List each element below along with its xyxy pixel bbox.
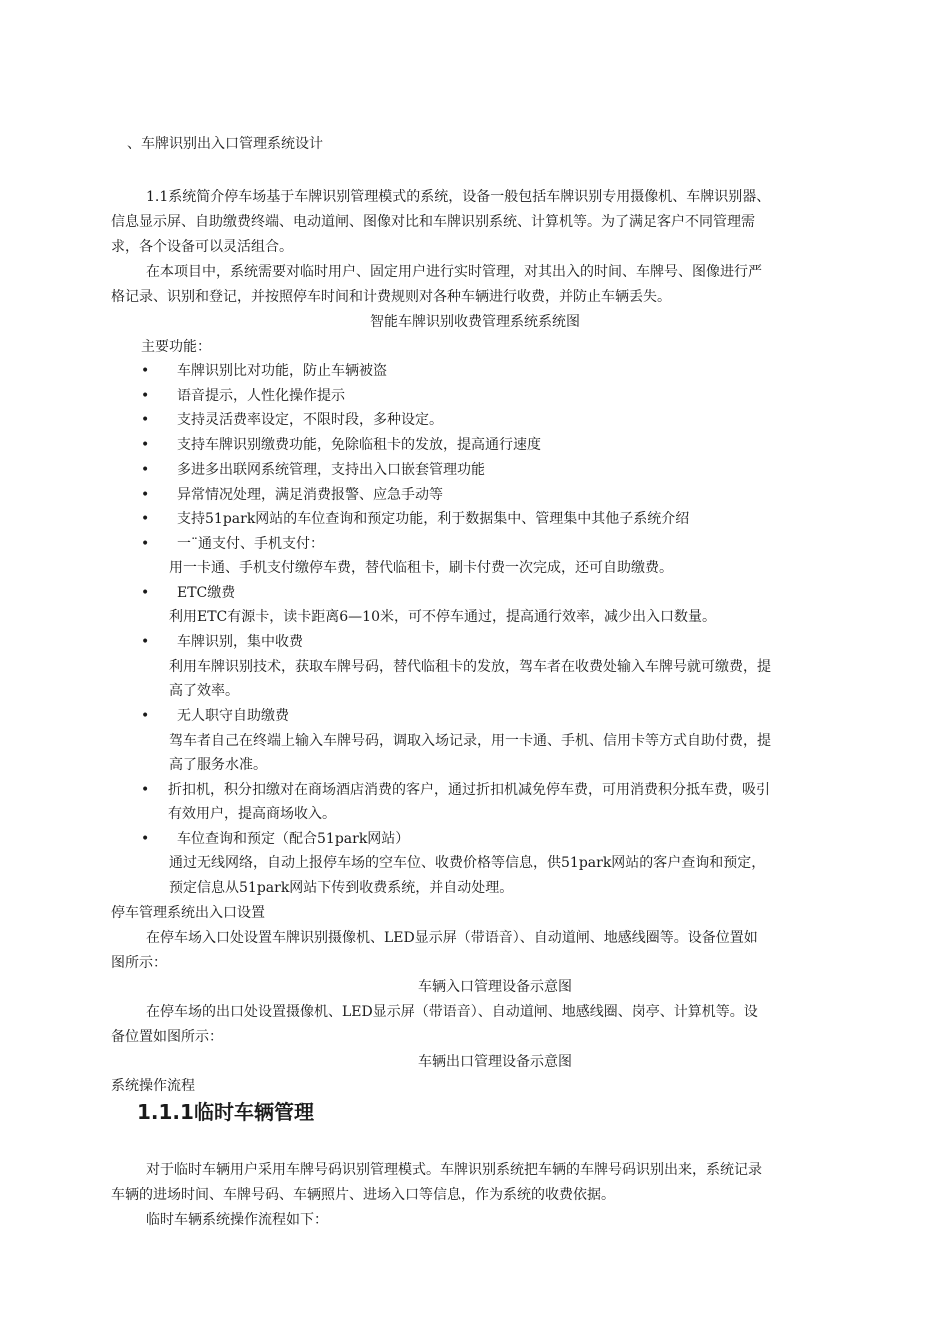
list-item-description: 预定信息从51park网站下传到收费系统，并自动处理。 xyxy=(169,880,514,896)
temp-flow-intro: 临时车辆系统操作流程如下： xyxy=(146,1212,328,1228)
list-item xyxy=(141,460,485,480)
temp-paragraph-line-2: 车辆的进场时间、车牌号码、车辆照片、进场入口等信息，作为系统的收费依据。 xyxy=(111,1187,615,1203)
list-item xyxy=(141,386,345,406)
list-item xyxy=(141,706,289,726)
list-item xyxy=(141,829,410,849)
list-item xyxy=(141,435,541,455)
list-item-description: 利用ETC有源卡，读卡距离6—10米，可不停车通过，提高通行效率，减少出入口数量。 xyxy=(169,609,716,625)
list-item-text: 车位查询和预定（配合51park网站） xyxy=(177,831,410,847)
exit-paragraph-line-1: 在停车场的出口处设置摄像机、LED显示屏（带语音）、自动道闸、地感线圈、岗亭、计算机等。设 xyxy=(146,1004,758,1020)
list-item xyxy=(141,632,303,652)
operation-flow-heading: 系统操作流程 xyxy=(111,1078,195,1094)
list-item-description: 高了服务水准。 xyxy=(169,757,267,773)
list-item xyxy=(141,509,690,529)
list-item-text: 支持车牌识别缴费功能，免除临租卡的发放，提高通行速度 xyxy=(177,437,541,453)
bullet-icon: • xyxy=(141,831,150,847)
bullet-icon: • xyxy=(141,782,150,798)
bullet-icon: • xyxy=(141,462,150,478)
intro-paragraph-2-line-2: 格记录、识别和登记，并按照停车时间和计费规则对各种车辆进行收费，并防止车辆丢失。 xyxy=(111,289,671,305)
list-item-text: 语音提示，人性化操作提示 xyxy=(177,388,345,404)
intro-paragraph-2-line-1: 在本项目中，系统需要对临时用户、固定用户进行实时管理，对其出入的时间、车牌号、图像进行严 xyxy=(146,264,762,280)
list-item xyxy=(141,534,324,554)
exit-paragraph-line-2: 备位置如图所示： xyxy=(111,1029,223,1045)
list-item-text: 多进多出联网系统管理，支持出入口嵌套管理功能 xyxy=(177,462,485,478)
bullet-icon: • xyxy=(141,511,150,527)
list-item-description: 通过无线网络，自动上报停车场的空车位、收费价格等信息，供51park网站的客户查询和预定， xyxy=(169,855,766,871)
bullet-icon: • xyxy=(141,437,150,453)
entry-paragraph-line-1: 在停车场入口处设置车牌识别摄像机、LED显示屏（带语音）、自动道闸、地感线圈等。设备位置如 xyxy=(146,930,758,946)
figure-caption-system: 智能车牌识别收费管理系统系统图 xyxy=(370,314,580,330)
bullet-icon: • xyxy=(141,536,150,552)
list-item-text: ETC缴费 xyxy=(177,585,236,601)
entry-paragraph-line-2: 图所示： xyxy=(111,955,167,971)
list-item xyxy=(141,485,443,505)
bullet-icon: • xyxy=(141,634,150,650)
intro-paragraph-1-line-2: 信息显示屏、自助缴费终端、电动道闸、图像对比和车牌识别系统、计算机等。为了满足客户不同管理需 xyxy=(111,214,755,230)
list-item-description: 有效用户，提高商场收入。 xyxy=(168,806,336,822)
figure-caption-exit: 车辆出口管理设备示意图 xyxy=(418,1054,572,1070)
list-item-description: 用一卡通、手机支付缴停车费，替代临租卡，刷卡付费一次完成，还可自助缴费。 xyxy=(169,560,673,576)
list-item-text: 无人职守自助缴费 xyxy=(177,708,289,724)
list-item-description: 高了效率。 xyxy=(169,683,239,699)
bullet-icon: • xyxy=(141,412,150,428)
list-item-text: 支持51park网站的车位查询和预定功能，利于数据集中、管理集中其他子系统介绍 xyxy=(177,511,690,527)
intro-paragraph-1-line-1: 1.1系统简介停车场基于车牌识别管理模式的系统，设备一般包括车牌识别专用摄像机、车牌识别器、 xyxy=(146,189,771,205)
bullet-icon: • xyxy=(141,487,150,503)
gate-setup-heading: 停车管理系统出入口设置 xyxy=(111,905,265,921)
bullet-icon: • xyxy=(141,363,150,379)
temp-vehicle-heading: 1.1.1临时车辆管理 xyxy=(137,1100,314,1124)
bullet-icon: • xyxy=(141,585,150,601)
list-item-text: 车牌识别，集中收费 xyxy=(177,634,303,650)
list-item-text: 折扣机，积分扣缴对在商场酒店消费的客户，通过折扣机减免停车费，可用消费积分抵车费，吸引 xyxy=(168,782,770,798)
bullet-icon: • xyxy=(141,388,150,404)
list-item-description: 利用车牌识别技术，获取车牌号码，替代临租卡的发放，驾车者在收费处输入车牌号就可缴费，提 xyxy=(169,659,771,675)
list-item xyxy=(141,410,443,430)
list-item-text: 异常情况处理，满足消费报警、应急手动等 xyxy=(177,487,443,503)
list-item xyxy=(141,583,236,603)
temp-paragraph-line-1: 对于临时车辆用户采用车牌号码识别管理模式。车牌识别系统把车辆的车牌号码识别出来，系统记录 xyxy=(146,1162,762,1178)
section-title: 、车牌识别出入口管理系统设计 xyxy=(127,136,323,152)
bullet-icon: • xyxy=(141,708,150,724)
list-item xyxy=(141,361,387,381)
list-item-text: 一¨通支付、手机支付： xyxy=(177,536,324,552)
list-item-text: 支持灵活费率设定，不限时段，多种设定。 xyxy=(177,412,443,428)
list-item xyxy=(141,780,770,800)
intro-paragraph-1-line-3: 求，各个设备可以灵活组合。 xyxy=(111,239,293,255)
list-item-text: 车牌识别比对功能，防止车辆被盗 xyxy=(177,363,387,379)
figure-caption-entry: 车辆入口管理设备示意图 xyxy=(418,979,572,995)
functions-heading: 主要功能： xyxy=(141,339,211,355)
list-item-description: 驾车者自己在终端上输入车牌号码，调取入场记录，用一卡通、手机、信用卡等方式自助付费，提 xyxy=(169,733,771,749)
